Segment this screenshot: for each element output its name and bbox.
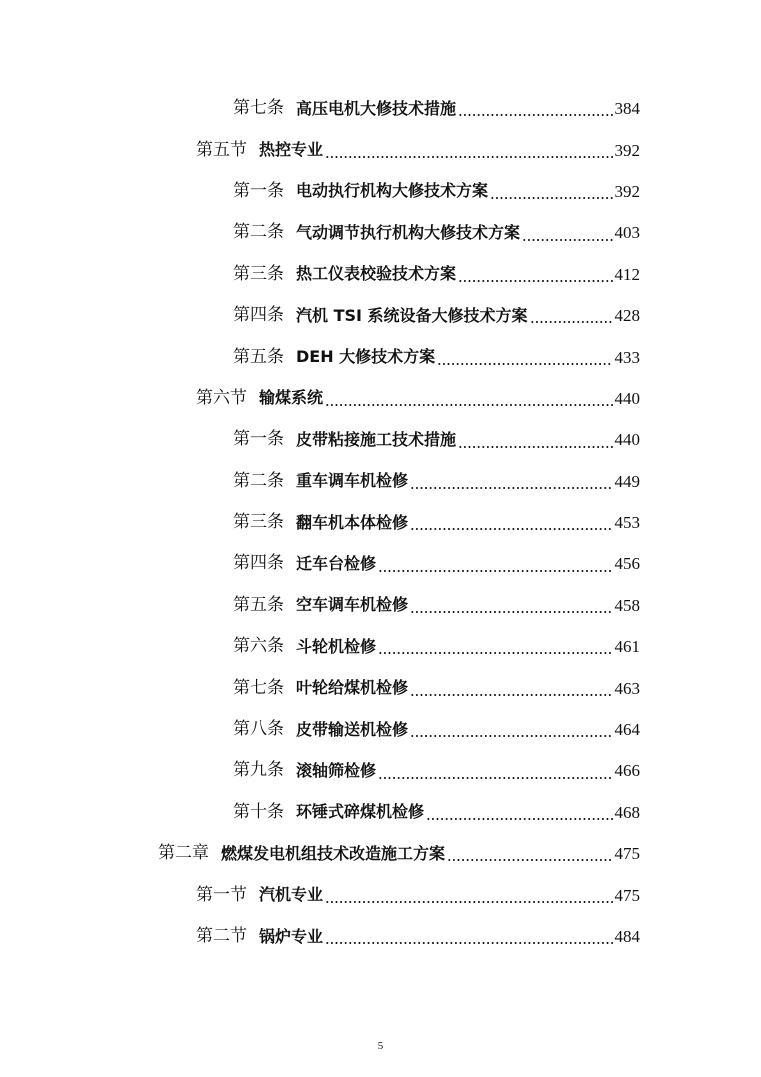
dot-leader xyxy=(410,694,612,696)
dot-leader xyxy=(410,735,612,737)
dot-leader xyxy=(325,942,612,944)
dot-leader xyxy=(410,487,612,489)
toc-entry-number: 第二章 xyxy=(158,843,209,864)
toc-entry-number: 第六节 xyxy=(196,387,247,408)
toc-entry-number: 第五条 xyxy=(233,346,284,367)
toc-entry[interactable] xyxy=(0,502,640,543)
toc-entry-number: 第八条 xyxy=(233,719,284,740)
toc-entry-page: 458 xyxy=(614,595,640,615)
toc-entry[interactable] xyxy=(0,171,640,212)
dot-leader xyxy=(490,197,612,199)
toc-entry[interactable] xyxy=(0,212,640,253)
toc-entry-title: 汽机专业 xyxy=(259,885,324,905)
toc-entry-page: 403 xyxy=(614,223,640,243)
toc-entry[interactable] xyxy=(0,461,640,502)
dot-leader xyxy=(378,777,612,779)
table-of-contents xyxy=(0,88,761,957)
page-number: 5 xyxy=(377,1040,384,1052)
toc-entry-page: 453 xyxy=(614,513,640,533)
toc-entry-page: 412 xyxy=(614,264,640,284)
dot-leader xyxy=(410,528,612,530)
dot-leader xyxy=(458,446,612,448)
toc-entry-number: 第七条 xyxy=(233,98,284,119)
toc-entry-title: 翻车机本体检修 xyxy=(296,512,409,532)
dot-leader xyxy=(458,114,612,116)
toc-entry-title: 重车调车机检修 xyxy=(296,471,409,491)
dot-leader xyxy=(426,818,612,820)
toc-entry[interactable] xyxy=(0,254,640,295)
toc-entry-page: 475 xyxy=(614,885,640,905)
toc-entry-number: 第五节 xyxy=(196,139,247,160)
toc-entry[interactable] xyxy=(0,874,640,915)
toc-entry[interactable] xyxy=(0,88,640,129)
toc-entry-number: 第二条 xyxy=(233,222,284,243)
toc-entry-page: 384 xyxy=(614,99,640,119)
toc-entry[interactable] xyxy=(0,295,640,336)
toc-entry[interactable] xyxy=(0,336,640,377)
toc-entry-title: 皮带输送机检修 xyxy=(296,719,409,739)
toc-entry[interactable] xyxy=(0,750,640,791)
toc-entry-number: 第三条 xyxy=(233,263,284,284)
toc-entry-number: 第十条 xyxy=(233,801,284,822)
toc-entry-number: 第七条 xyxy=(233,677,284,698)
toc-entry-page: 433 xyxy=(614,347,640,367)
toc-entry-title: 气动调节执行机构大修技术方案 xyxy=(296,222,521,242)
dot-leader xyxy=(378,652,612,654)
toc-entry[interactable] xyxy=(0,916,640,957)
toc-entry-page: 484 xyxy=(614,927,640,946)
toc-entry-number: 第六条 xyxy=(233,636,284,657)
toc-entry[interactable] xyxy=(0,543,640,584)
toc-entry-title: 燃煤发电机组技术改造施工方案 xyxy=(221,843,446,863)
toc-entry[interactable] xyxy=(0,709,640,750)
toc-entry-page: 461 xyxy=(614,637,640,657)
toc-entry-title: 迁车台检修 xyxy=(296,553,377,573)
dot-leader xyxy=(522,239,612,241)
dot-leader xyxy=(325,156,612,158)
toc-entry-page: 449 xyxy=(614,471,640,491)
toc-entry-number: 第二节 xyxy=(196,926,247,946)
toc-entry-title: 空车调车机检修 xyxy=(296,595,409,615)
toc-entry-page: 440 xyxy=(614,430,640,450)
toc-entry-number: 第一条 xyxy=(233,429,284,450)
toc-entry-page: 428 xyxy=(614,306,640,326)
dot-leader xyxy=(378,570,612,572)
toc-entry-page: 464 xyxy=(614,720,640,740)
toc-entry-page: 456 xyxy=(614,554,640,574)
dot-leader xyxy=(325,404,612,406)
toc-entry-page: 392 xyxy=(614,140,640,160)
dot-leader xyxy=(530,321,613,323)
toc-entry-page: 475 xyxy=(614,844,640,864)
toc-entry[interactable] xyxy=(0,626,640,667)
toc-entry-page: 468 xyxy=(614,802,640,822)
toc-entry[interactable] xyxy=(0,378,640,419)
toc-entry-number: 第二条 xyxy=(233,470,284,491)
toc-entry-number: 第四条 xyxy=(233,553,284,574)
toc-entry-number: 第四条 xyxy=(233,305,284,326)
toc-entry-title: 热控专业 xyxy=(259,140,324,160)
toc-entry-title: 皮带粘接施工技术措施 xyxy=(296,429,457,449)
dot-leader xyxy=(325,901,612,903)
toc-entry[interactable] xyxy=(0,585,640,626)
toc-entry-title: 汽机 TSI 系统设备大修技术方案 xyxy=(296,305,528,325)
toc-entry-title: 环锤式碎煤机检修 xyxy=(296,802,425,822)
toc-entry-number: 第五条 xyxy=(233,594,284,615)
toc-entry[interactable] xyxy=(0,129,640,170)
toc-entry-title: 电动执行机构大修技术方案 xyxy=(296,181,489,201)
dot-leader xyxy=(458,280,612,282)
toc-entry-title: DEH 大修技术方案 xyxy=(296,347,436,367)
toc-entry-title: 叶轮给煤机检修 xyxy=(296,678,409,698)
toc-entry-number: 第三条 xyxy=(233,512,284,533)
toc-entry-title: 锅炉专业 xyxy=(259,926,324,946)
toc-entry[interactable] xyxy=(0,792,640,833)
toc-entry[interactable] xyxy=(0,419,640,460)
toc-entry-page: 440 xyxy=(614,388,640,408)
toc-entry-page: 463 xyxy=(614,678,640,698)
toc-entry-title: 高压电机大修技术措施 xyxy=(296,98,457,118)
dot-leader xyxy=(437,363,612,365)
dot-leader xyxy=(447,859,612,861)
dot-leader xyxy=(410,611,612,613)
toc-entry-title: 热工仪表校验技术方案 xyxy=(296,264,457,284)
toc-entry-title: 滚轴筛检修 xyxy=(296,760,377,780)
toc-entry[interactable] xyxy=(0,833,640,874)
toc-entry-page: 466 xyxy=(614,761,640,781)
toc-entry-title: 斗轮机检修 xyxy=(296,636,377,656)
toc-entry-number: 第九条 xyxy=(233,760,284,781)
toc-entry[interactable] xyxy=(0,667,640,708)
toc-entry-title: 输煤系统 xyxy=(259,388,324,408)
toc-entry-number: 第一条 xyxy=(233,180,284,201)
toc-entry-number: 第一节 xyxy=(196,884,247,905)
toc-entry-page: 392 xyxy=(614,181,640,201)
